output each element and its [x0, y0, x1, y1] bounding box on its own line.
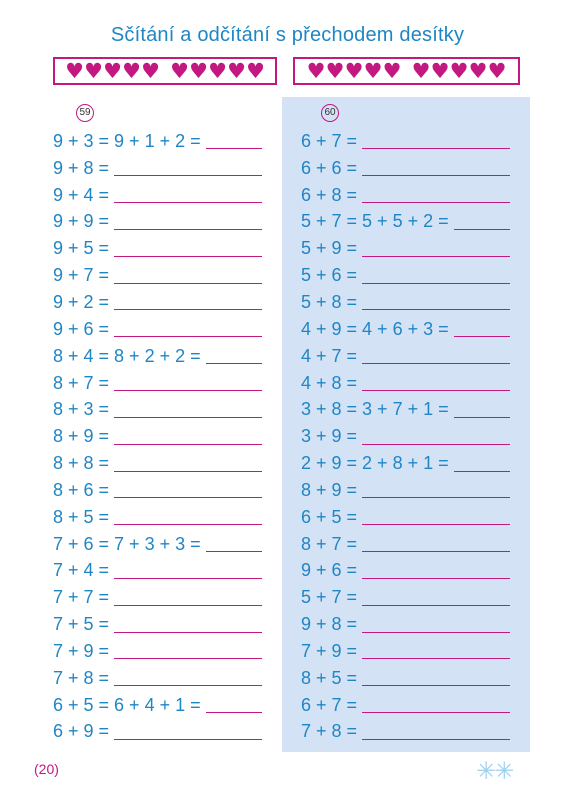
equation-row: [301, 531, 510, 558]
equation-text: 5 + 6 =: [301, 265, 358, 286]
heart-icon: ♥: [487, 59, 507, 83]
answer-blank[interactable]: [114, 321, 262, 337]
equation-text: 3 + 9 =: [301, 426, 358, 447]
equation-text: 6 + 6 =: [301, 157, 358, 178]
equation-row: [301, 209, 510, 236]
equation-text: 9 + 8 =: [53, 157, 110, 178]
equation-text: 7 + 5 =: [53, 614, 110, 635]
heart-icon: ♥: [449, 59, 469, 83]
equation-row: [53, 128, 262, 155]
heart-icon: ♥: [382, 59, 402, 83]
answer-blank[interactable]: [362, 617, 510, 633]
left-heart-group: [65, 60, 160, 82]
left-heart-group: [170, 60, 265, 82]
equation-row: [53, 477, 262, 504]
answer-blank[interactable]: [206, 133, 262, 149]
exercise-number-badge-60: 60: [321, 104, 339, 122]
answer-blank[interactable]: [362, 643, 510, 659]
heart-icon: ♥: [65, 59, 84, 83]
equation-text: 4 + 7 =: [301, 345, 358, 366]
equation-text: 7 + 9 =: [301, 640, 358, 661]
answer-blank[interactable]: [362, 375, 510, 391]
equation-row: [301, 343, 510, 370]
heart-icon: ♥: [468, 59, 488, 83]
equation-row: [301, 128, 510, 155]
equation-row: [53, 611, 262, 638]
equation-text: 9 + 8 =: [301, 614, 358, 635]
equation-text: 4 + 8 =: [301, 372, 358, 393]
equation-text: 6 + 7 =: [301, 130, 358, 151]
equation-row: [301, 316, 510, 343]
equation-text: 7 + 9 =: [53, 640, 110, 661]
equation-text: 5 + 7 = 5 + 5 + 2 =: [301, 211, 449, 232]
equation-row: [301, 638, 510, 665]
equation-row: [53, 423, 262, 450]
heart-icon: ♥: [141, 59, 160, 83]
heart-icon: ♥: [246, 59, 265, 83]
answer-blank[interactable]: [362, 724, 510, 740]
equation-row: [301, 611, 510, 638]
answer-blank[interactable]: [362, 133, 510, 149]
heart-icon: ♥: [325, 59, 345, 83]
page-number: (20): [34, 761, 59, 777]
heart-icon: ♥: [363, 59, 383, 83]
equation-text: 5 + 9 =: [301, 238, 358, 259]
answer-blank[interactable]: [362, 590, 510, 606]
answer-blank[interactable]: [114, 294, 262, 310]
equation-row: [53, 316, 262, 343]
equation-row: [301, 665, 510, 692]
equation-text: 8 + 4 = 8 + 2 + 2 =: [53, 345, 201, 366]
equation-text: 5 + 8 =: [301, 291, 358, 312]
equation-row: [301, 719, 510, 746]
equation-text: 8 + 3 =: [53, 399, 110, 420]
answer-blank[interactable]: [362, 348, 510, 364]
equation-text: 7 + 6 = 7 + 3 + 3 =: [53, 533, 201, 554]
equation-row: [53, 182, 262, 209]
equation-text: 9 + 5 =: [53, 238, 110, 259]
answer-blank[interactable]: [362, 509, 510, 525]
answer-blank[interactable]: [114, 268, 262, 284]
answer-blank[interactable]: [114, 563, 262, 579]
snowflake-icon: ✳✳: [476, 757, 513, 785]
equation-text: 8 + 7 =: [301, 533, 358, 554]
equation-text: 7 + 8 =: [53, 667, 110, 688]
answer-blank[interactable]: [362, 697, 510, 713]
equation-text: 6 + 9 =: [53, 721, 110, 742]
equation-text: 7 + 7 =: [53, 587, 110, 608]
equation-row: [53, 692, 262, 719]
equation-text: 6 + 8 =: [301, 184, 358, 205]
answer-blank[interactable]: [114, 429, 262, 445]
answer-blank[interactable]: [114, 590, 262, 606]
answer-blank[interactable]: [114, 617, 262, 633]
equation-text: 6 + 5 =: [301, 506, 358, 527]
equation-text: 2 + 9 = 2 + 8 + 1 =: [301, 453, 449, 474]
heart-icon: ♥: [84, 59, 103, 83]
equation-row: [301, 692, 510, 719]
answer-blank[interactable]: [114, 509, 262, 525]
heart-icon: ♥: [170, 59, 189, 83]
equation-text: 8 + 8 =: [53, 453, 110, 474]
equation-row: [53, 638, 262, 665]
page-title: Sčítání a odčítání s přechodem desítky: [110, 24, 465, 46]
equation-text: 3 + 8 = 3 + 7 + 1 =: [301, 399, 449, 420]
equation-text: 7 + 8 =: [301, 721, 358, 742]
equation-row: [301, 289, 510, 316]
answer-blank[interactable]: [362, 160, 510, 176]
equation-row: [53, 289, 262, 316]
heart-icon: ♥: [122, 59, 141, 83]
heart-icon: ♥: [208, 59, 227, 83]
equation-row: [53, 235, 262, 262]
answer-blank[interactable]: [206, 697, 262, 713]
equation-row: [53, 343, 262, 370]
answer-blank[interactable]: [454, 456, 510, 472]
equation-row: [53, 209, 262, 236]
heart-icon: ♥: [430, 59, 450, 83]
answer-blank[interactable]: [114, 375, 262, 391]
answer-blank[interactable]: [114, 670, 262, 686]
answer-blank[interactable]: [114, 160, 262, 176]
equation-row: [53, 531, 262, 558]
equation-text: 8 + 6 =: [53, 479, 110, 500]
hearts-box-left: [53, 57, 277, 85]
answer-blank[interactable]: [454, 214, 510, 230]
equation-text: 9 + 6 =: [53, 318, 110, 339]
right-heart-group: [412, 60, 507, 82]
equation-text: 9 + 3 = 9 + 1 + 2 =: [53, 130, 201, 151]
answer-blank[interactable]: [206, 536, 262, 552]
answer-blank[interactable]: [362, 670, 510, 686]
heart-icon: ♥: [411, 59, 431, 83]
answer-blank[interactable]: [362, 536, 510, 552]
heart-icon: ♥: [306, 59, 326, 83]
equation-row: [301, 504, 510, 531]
equation-row: [53, 504, 262, 531]
exercise-number-badge-59: 59: [76, 104, 94, 122]
answer-blank[interactable]: [114, 214, 262, 230]
equation-row: [53, 396, 262, 423]
equation-text: 9 + 6 =: [301, 560, 358, 581]
heart-icon: ♥: [103, 59, 122, 83]
equation-row: [53, 155, 262, 182]
answer-blank[interactable]: [454, 402, 510, 418]
equation-row: [53, 719, 262, 746]
equation-text: 9 + 7 =: [53, 265, 110, 286]
equation-row: [301, 558, 510, 585]
equation-text: 4 + 9 = 4 + 6 + 3 =: [301, 318, 449, 339]
answer-blank[interactable]: [362, 187, 510, 203]
answer-blank[interactable]: [114, 187, 262, 203]
equation-row: [53, 584, 262, 611]
equation-row: [53, 370, 262, 397]
answer-blank[interactable]: [454, 321, 510, 337]
equation-text: 9 + 4 =: [53, 184, 110, 205]
exercise-59-list: [53, 128, 262, 745]
answer-blank[interactable]: [362, 294, 510, 310]
exercise-60-list: [301, 128, 510, 745]
equation-row: [301, 450, 510, 477]
equation-text: 8 + 9 =: [301, 479, 358, 500]
equation-text: 5 + 7 =: [301, 587, 358, 608]
answer-blank[interactable]: [114, 402, 262, 418]
answer-blank[interactable]: [114, 643, 262, 659]
equation-row: [53, 665, 262, 692]
equation-row: [301, 262, 510, 289]
equation-text: 8 + 5 =: [53, 506, 110, 527]
equation-row: [301, 235, 510, 262]
answer-blank[interactable]: [362, 563, 510, 579]
equation-text: 8 + 7 =: [53, 372, 110, 393]
equation-text: 6 + 5 = 6 + 4 + 1 =: [53, 694, 201, 715]
answer-blank[interactable]: [114, 482, 262, 498]
heart-icon: ♥: [189, 59, 208, 83]
answer-blank[interactable]: [362, 241, 510, 257]
right-heart-group: [307, 60, 402, 82]
answer-blank[interactable]: [114, 241, 262, 257]
equation-row: [301, 423, 510, 450]
answer-blank[interactable]: [362, 482, 510, 498]
equation-row: [53, 558, 262, 585]
equation-row: [301, 584, 510, 611]
answer-blank[interactable]: [362, 429, 510, 445]
equation-text: 7 + 4 =: [53, 560, 110, 581]
equation-row: [301, 182, 510, 209]
answer-blank[interactable]: [362, 268, 510, 284]
equation-row: [53, 262, 262, 289]
answer-blank[interactable]: [206, 348, 262, 364]
equation-text: 9 + 9 =: [53, 211, 110, 232]
heart-icon: ♥: [227, 59, 246, 83]
equation-row: [301, 155, 510, 182]
equation-row: [301, 477, 510, 504]
equation-text: 8 + 5 =: [301, 667, 358, 688]
hearts-box-right: [293, 57, 520, 85]
answer-blank[interactable]: [114, 456, 262, 472]
equation-text: 6 + 7 =: [301, 694, 358, 715]
equation-row: [53, 450, 262, 477]
answer-blank[interactable]: [114, 724, 262, 740]
equation-text: 9 + 2 =: [53, 291, 110, 312]
equation-row: [301, 370, 510, 397]
equation-text: 8 + 9 =: [53, 426, 110, 447]
equation-row: [301, 396, 510, 423]
heart-icon: ♥: [344, 59, 364, 83]
